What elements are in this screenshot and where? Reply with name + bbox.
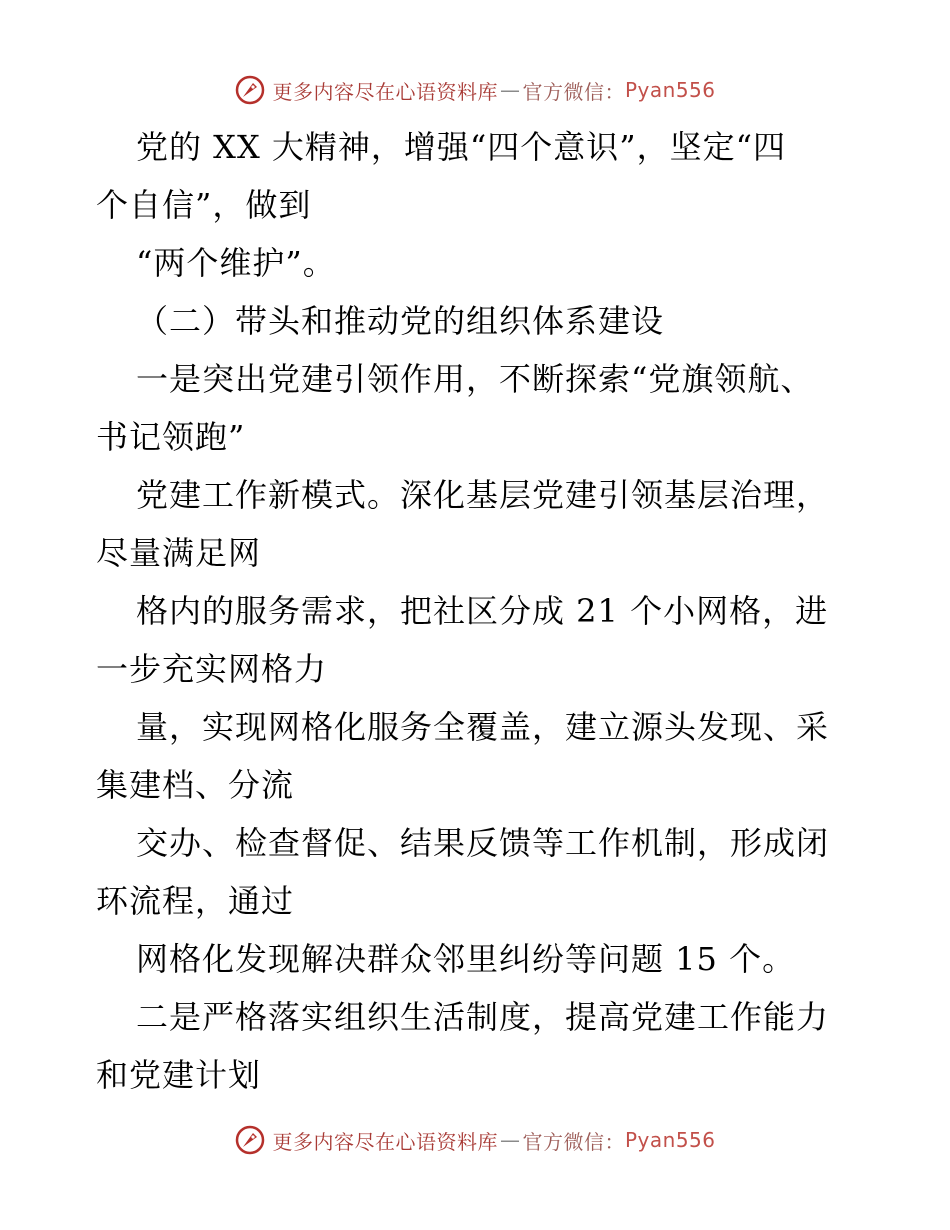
pen-nib-logo-icon — [234, 1124, 266, 1156]
body-line: 格内的服务需求，把社区分成 21 个小网格，进 — [136, 592, 829, 630]
watermark-contact-label: 官方微信： — [522, 79, 625, 104]
body-line: 量，实现网格化服务全覆盖，建立源头发现、采 — [136, 708, 830, 746]
body-line: 一步充实网格力 — [96, 650, 328, 688]
body-line: 书记领跑” — [96, 418, 246, 456]
header-watermark — [0, 70, 950, 110]
watermark-contact-label: 官方微信： — [522, 1129, 625, 1154]
pen-nib-logo-icon — [234, 74, 266, 106]
body-line: 尽量满足网 — [96, 534, 262, 572]
body-line: “两个维护”。 — [136, 244, 336, 282]
footer-watermark — [0, 1120, 950, 1160]
watermark-site: 更多内容尽在心语资料库 — [272, 1129, 498, 1154]
watermark-contact-id: Pyan556 — [624, 1128, 716, 1152]
watermark-separator: — — [499, 78, 521, 102]
body-line: 交办、检查督促、结果反馈等工作机制，形成闭 — [136, 824, 830, 862]
body-line: 和党建计划 — [96, 1056, 262, 1094]
body-line: 党的 XX 大精神，增强“四个意识”，坚定“四 — [136, 128, 786, 166]
body-line: 环流程，通过 — [96, 882, 295, 920]
body-line: 集建档、分流 — [96, 766, 295, 804]
body-line: 二是严格落实组织生活制度，提高党建工作能力 — [136, 998, 830, 1036]
watermark-site: 更多内容尽在心语资料库 — [272, 79, 498, 104]
section-heading: （二）带头和推动党的组织体系建设 — [136, 302, 665, 340]
watermark-contact-id: Pyan556 — [624, 78, 716, 102]
body-line: 党建工作新模式。深化基层党建引领基层治理， — [136, 476, 830, 514]
watermark-separator: — — [499, 1128, 521, 1152]
document-body — [96, 118, 866, 1104]
body-line: 网格化发现解决群众邻里纠纷等问题 15 个。 — [136, 940, 796, 978]
body-line: 一是突出党建引领作用，不断探索“党旗领航、 — [136, 360, 814, 398]
body-line: 个自信”，做到 — [96, 186, 312, 224]
